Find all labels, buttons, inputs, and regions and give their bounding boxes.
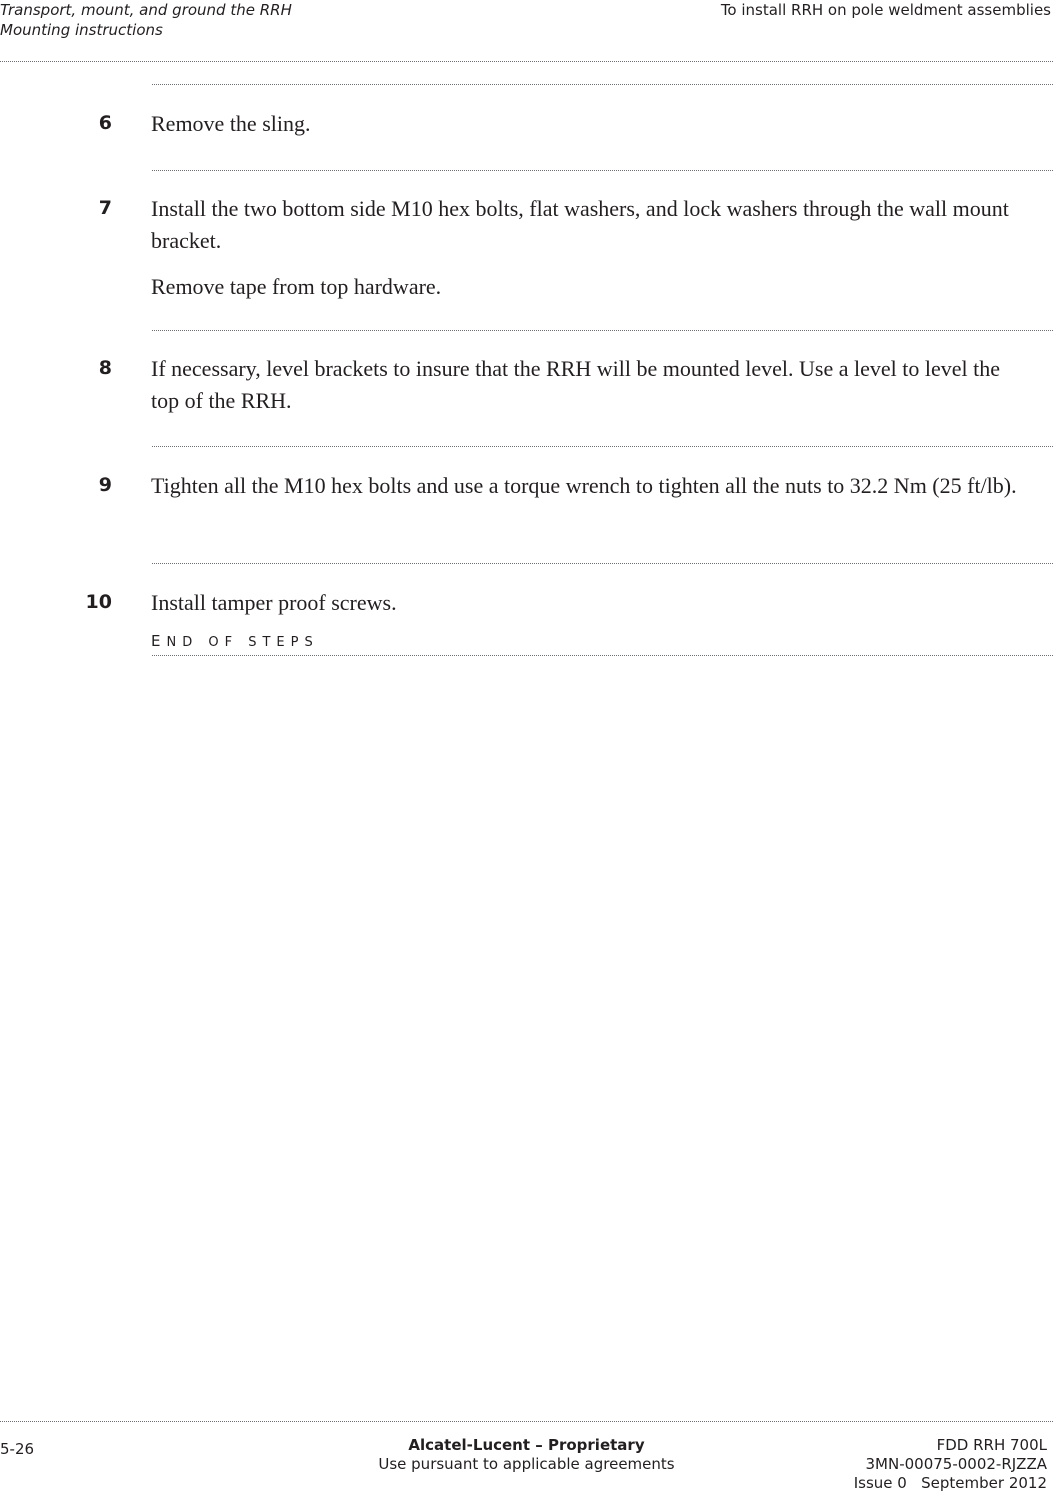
- step-separator: [152, 330, 1053, 331]
- step-separator: [152, 84, 1053, 85]
- running-header-left: [0, 0, 292, 40]
- step-separator: [152, 170, 1053, 171]
- footer-proprietary-title: Alcatel-Lucent – Proprietary: [408, 1436, 645, 1454]
- footer-document-info: [854, 1436, 1047, 1493]
- step-text: [151, 587, 1025, 619]
- end-of-steps-marker: [151, 632, 319, 650]
- step-instruction: Tighten all the M10 hex bolts and use a torque wrench to tighten all the nuts to 32.2 Nm (25 ft/lb).: [151, 473, 1017, 498]
- step-separator: [152, 563, 1053, 564]
- step-number: 9: [98, 474, 112, 496]
- page-number: 5-26: [0, 1440, 35, 1458]
- footer-product-name: FDD RRH 700L: [936, 1436, 1047, 1454]
- step-text: [151, 353, 1025, 417]
- step-instruction: If necessary, level brackets to insure that the RRH will be mounted level. Use a level to level the top of the RRH.: [151, 356, 1000, 413]
- step-text: [151, 108, 1025, 140]
- header-chapter-title: Transport, mount, and ground the RRH: [0, 1, 292, 19]
- step-instruction: Install the two bottom side M10 hex bolts, flat washers, and lock washers through the wall mount bracket.: [151, 196, 1009, 253]
- footer-usage-notice: Use pursuant to applicable agreements: [378, 1455, 675, 1473]
- footer-issue-date: Issue 0 September 2012: [853, 1474, 1047, 1492]
- step-number: 7: [98, 197, 112, 219]
- step-text: [151, 193, 1025, 303]
- step-note: Remove tape from top hardware.: [151, 274, 442, 299]
- end-of-steps-divider: [152, 655, 1053, 656]
- step-number: 10: [85, 591, 112, 613]
- step-text: [151, 470, 1025, 502]
- step-instruction: Install tamper proof screws.: [151, 590, 397, 615]
- running-header-right: To install RRH on pole weldment assemblies: [720, 1, 1051, 19]
- end-marker-rest: ND OF STEPS: [166, 635, 319, 650]
- step-number: 8: [98, 357, 112, 379]
- header-divider: [0, 61, 1053, 62]
- step-separator: [152, 446, 1053, 447]
- footer-document-number: 3MN-00075-0002-RJZZA: [865, 1455, 1047, 1473]
- end-marker-initial: E: [151, 632, 167, 650]
- step-number: 6: [98, 112, 112, 134]
- step-instruction: Remove the sling.: [151, 111, 311, 136]
- footer-divider: [0, 1421, 1053, 1422]
- header-section-title: Mounting instructions: [0, 21, 163, 39]
